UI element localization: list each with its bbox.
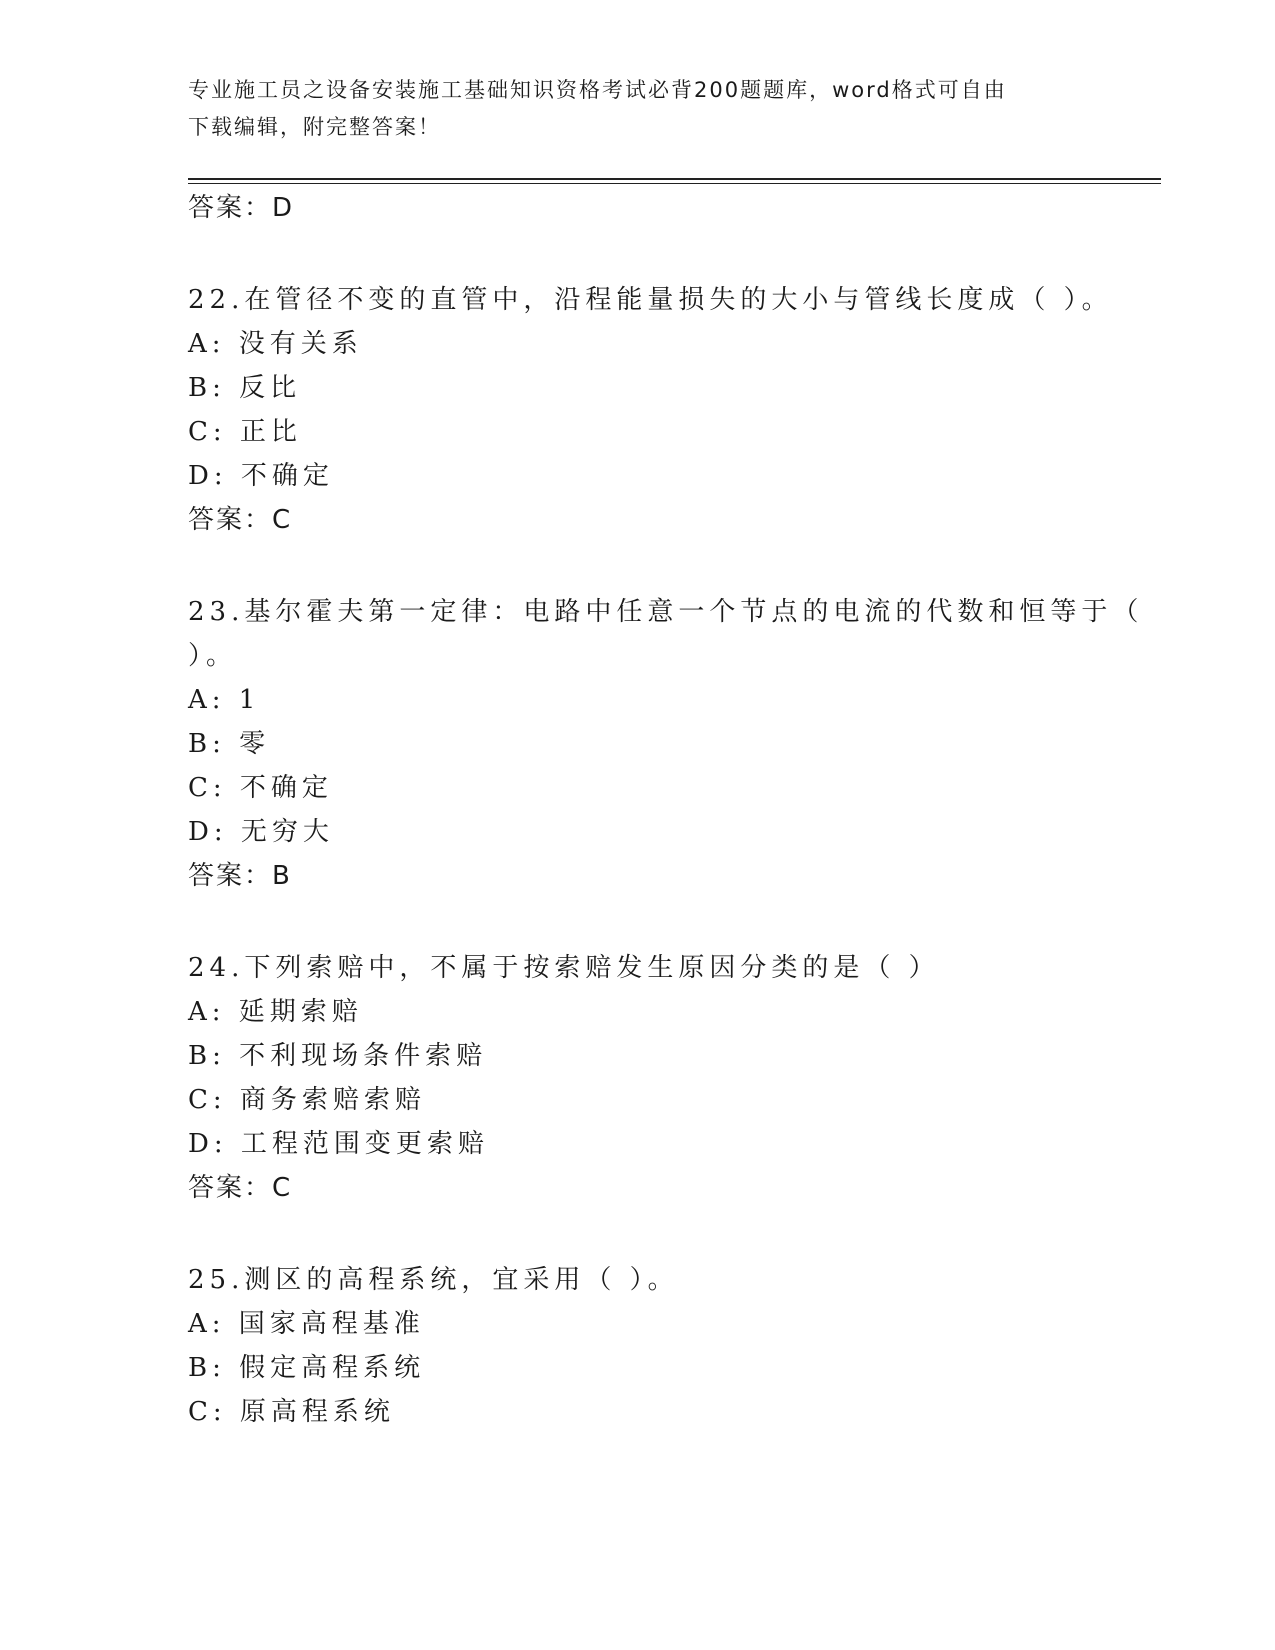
answer-22: 答案：C bbox=[188, 505, 293, 535]
question-25-option-c: C: 原高程系统 bbox=[188, 1397, 395, 1427]
header-divider-thick bbox=[188, 178, 1161, 180]
question-23-stem-line-1: 23.基尔霍夫第一定律：电路中任意一个节点的电流的代数和恒等于（ bbox=[188, 597, 1144, 627]
question-25-option-a: A: 国家高程基准 bbox=[188, 1309, 425, 1339]
question-24-option-a: A: 延期索赔 bbox=[188, 997, 363, 1027]
question-22-option-b: B: 反比 bbox=[188, 373, 302, 403]
question-23-stem-line-2: ）。 bbox=[188, 641, 238, 671]
question-23-option-a: A: 1 bbox=[188, 685, 261, 715]
question-24-stem: 24.下列索赔中，不属于按索赔发生原因分类的是（ ） bbox=[188, 953, 940, 983]
header-title-line-1: 专业施工员之设备安装施工基础知识资格考试必背200题题库，word格式可自由 bbox=[188, 78, 1007, 102]
question-22-option-c: C: 正比 bbox=[188, 417, 302, 447]
answer-24: 答案：C bbox=[188, 1173, 293, 1203]
question-24-option-c: C: 商务索赔索赔 bbox=[188, 1085, 426, 1115]
answer-23: 答案：B bbox=[188, 861, 292, 891]
question-23-option-c: C: 不确定 bbox=[188, 773, 333, 803]
header-divider-thin bbox=[188, 183, 1161, 184]
header-title-line-2: 下载编辑，附完整答案！ bbox=[188, 115, 441, 139]
question-22-option-a: A: 没有关系 bbox=[188, 329, 363, 359]
question-23-option-d: D: 无穷大 bbox=[188, 817, 334, 847]
question-24-option-d: D: 工程范围变更索赔 bbox=[188, 1129, 489, 1159]
question-24-option-b: B: 不利现场条件索赔 bbox=[188, 1041, 488, 1071]
question-25-option-b: B: 假定高程系统 bbox=[188, 1353, 426, 1383]
document-header bbox=[188, 72, 1088, 146]
question-25-stem: 25.测区的高程系统，宜采用（ ）。 bbox=[188, 1265, 679, 1295]
question-22-stem: 22.在管径不变的直管中，沿程能量损失的大小与管线长度成（ ）。 bbox=[188, 285, 1113, 315]
answer-21: 答案：D bbox=[188, 193, 295, 223]
question-23-option-b: B: 零 bbox=[188, 729, 271, 759]
question-22-option-d: D: 不确定 bbox=[188, 461, 334, 491]
